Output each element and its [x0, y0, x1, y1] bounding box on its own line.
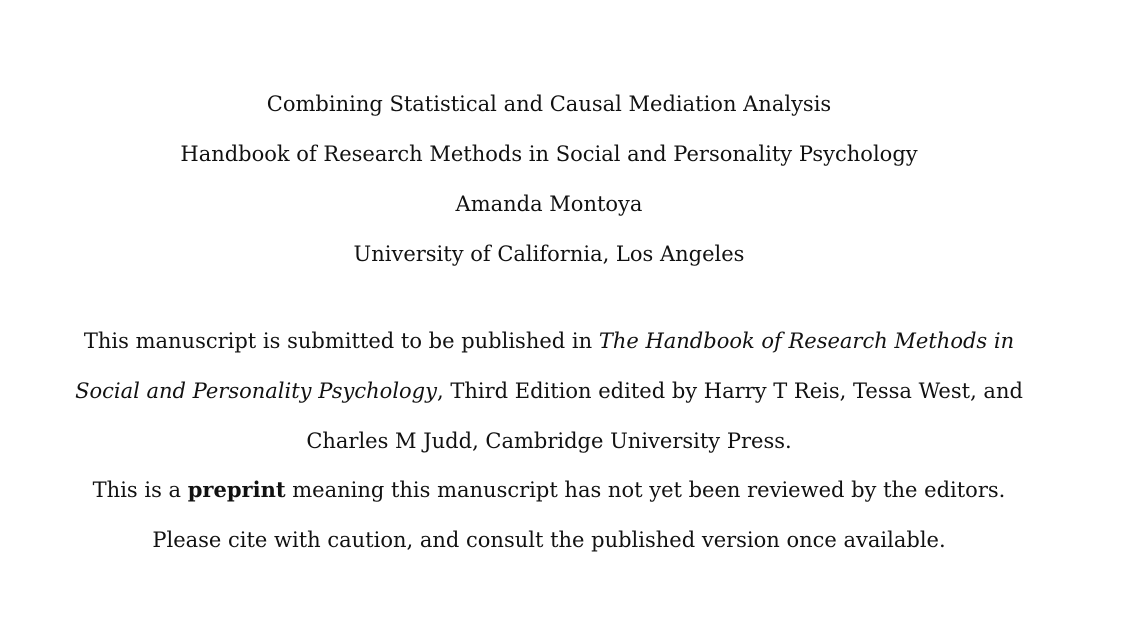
handbook-title-italic: The Handbook of Research Methods in: [598, 329, 1015, 353]
caution-note: Please cite with caution, and consult the published version once available.: [152, 528, 946, 552]
paper-title: Combining Statistical and Causal Mediation Analysis: [266, 92, 832, 116]
submission-note-line-3: Charles M Judd, Cambridge University Press.: [306, 429, 792, 453]
submission-note-text: This manuscript is submitted to be published in: [83, 329, 599, 353]
preprint-note-before: This is a: [92, 478, 188, 502]
book-title: Handbook of Research Methods in Social and Personality Psychology: [180, 142, 918, 166]
submission-note-line-1: [0, 326, 1098, 356]
preprint-bold: preprint: [187, 477, 286, 502]
preprint-note-after: meaning this manuscript has not yet been reviewed by the editors.: [285, 478, 1006, 502]
submission-note-line-2: [0, 376, 1098, 406]
submission-note-editors: , Third Edition edited by Harry T Reis, Tessa West, and: [437, 379, 1023, 403]
author-affiliation: University of California, Los Angeles: [353, 242, 745, 266]
handbook-title-italic-cont: Social and Personality Psychology: [75, 379, 437, 403]
author-name: Amanda Montoya: [455, 192, 643, 216]
preprint-note: [0, 475, 1098, 505]
